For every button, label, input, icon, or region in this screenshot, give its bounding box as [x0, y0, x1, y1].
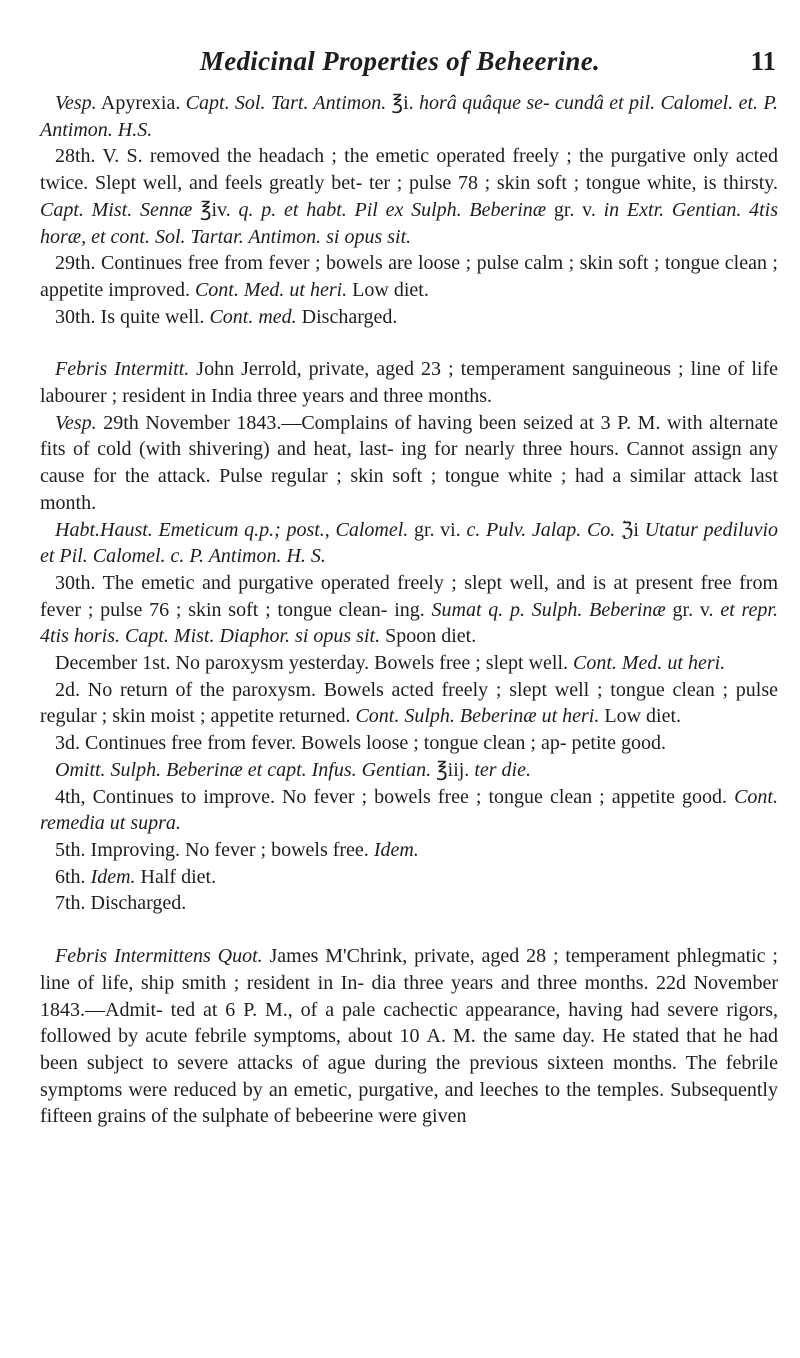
paragraph: 3d. Continues free from fever. Bowels loose ; tongue clean ; ap- petite good. — [55, 732, 666, 755]
paragraph: 6th. Idem. Half diet. — [55, 865, 217, 888]
paragraph: 7th. Discharged. — [55, 892, 187, 915]
paragraph: 28th. V. S. removed the headach ; the emetic operated freely ; the purgative only acted twice. Slept well, and feels greatly bet- ter ; pulse 78 ; skin soft ; tongue white, is thirsty. Capt. Mist. Sennæ ℥iv. q. p. et habt. Pil ex Sulph. Beberinæ gr. v. in Extr. Gentian. 4tis horæ, et cont. Sol. Tartar. Antimon. si opus sit. — [40, 145, 779, 248]
page-number: 11 — [750, 46, 776, 76]
page-header — [0, 46, 800, 86]
paragraph: 29th. Continues free from fever ; bowels are loose ; pulse calm ; skin soft ; tongue clean ; appetite improved. Cont. Med. ut heri. Low diet. — [40, 252, 778, 301]
paragraph: Vesp. 29th November 1843.—Complains of having been seized at 3 P. M. with alternate fits of cold (with shivering) and heat, last- ing for nearly three hours. Cannot assign any cause for the attack. Pulse regular ; skin soft ; tongue white ; had a similar attack last month. — [40, 411, 778, 514]
case-heading-paragraph: Febris Intermittens Quot. James M'Chrink, private, aged 28 ; temperament phlegmatic ; line of life, ship smith ; resident in In- dia three years and three months. 22d November 1843.—Admit- ted at 6 P. M., of a pale cachectic appearance, having had severe rigors, followed by acute febrile symptoms, about 10 A. M. the same day. He stated that he had been subject to severe attacks of ague during the previous sixteen months. The febrile symptoms were reduced by an emetic, purgative, and leeches to the temples. Subsequently fifteen grains of the sulphate of bebeerine were given — [40, 945, 778, 1128]
paragraph: 5th. Improving. No fever ; bowels free. Idem. — [55, 838, 419, 861]
page-body — [40, 90, 778, 1130]
paragraph: 2d. No return of the paroxysm. Bowels acted freely ; slept well ; tongue clean ; pulse regular ; skin moist ; appetite returned. Cont. Sulph. Beberinæ ut heri. Low diet. — [40, 678, 778, 728]
case-heading-paragraph: Febris Intermitt. John Jerrold, private, aged 23 ; temperament sanguineous ; line of life labourer ; resident in India three years and three months. — [40, 358, 778, 408]
paragraph: Omitt. Sulph. Beberinæ et capt. Infus. Gentian. ℥iij. ter die. — [55, 758, 531, 781]
running-title: Medicinal Properties of Beheerine. — [199, 46, 601, 76]
paragraph: Habt.Haust. Emeticum q.p.; post., Calomel. gr. vi. c. Pulv. Jalap. Co. ℨi Utatur pediluvio et Pil. Calomel. c. P. Antimon. H. S. — [40, 518, 779, 568]
paragraph: 30th. Is quite well. Cont. med. Discharged. — [55, 305, 398, 328]
paragraph: December 1st. No paroxysm yesterday. Bowels free ; slept well. Cont. Med. ut heri. — [55, 652, 726, 675]
paragraph: 4th, Continues to improve. No fever ; bowels free ; tongue clean ; appetite good. Cont. remedia ut supra. — [40, 785, 778, 835]
paragraph: 30th. The emetic and purgative operated freely ; slept well, and is at present free from fever ; pulse 76 ; skin soft ; tongue clean- ing. Sumat q. p. Sulph. Beberinæ gr. v. et repr. 4tis horis. Capt. Mist. Diaphor. si opus sit. Spoon diet. — [40, 571, 778, 648]
paragraph: Vesp. Apyrexia. Capt. Sol. Tart. Antimon. ℥i. horâ quâque se- cundâ et pil. Calomel. et. P. Antimon. H.S. — [40, 92, 778, 141]
